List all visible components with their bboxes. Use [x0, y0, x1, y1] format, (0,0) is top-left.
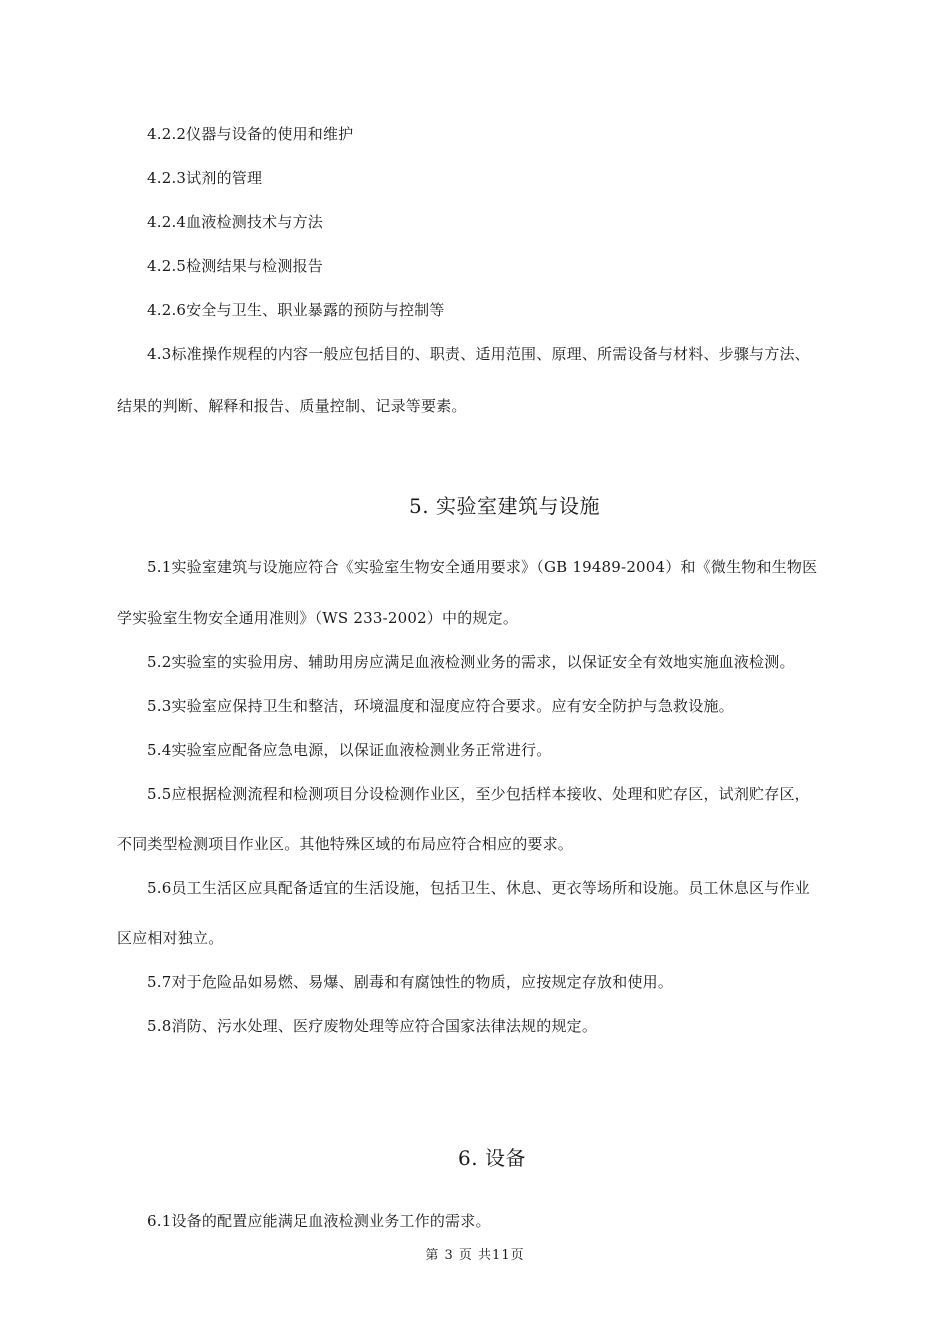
paragraph-4-3-line-1: 4.3标准操作规程的内容一般应包括目的、职责、适用范围、原理、所需设备与材料、步骤与方法、 [147, 345, 810, 363]
paragraph-5-5-line-1: 5.5应根据检测流程和检测项目分设检测作业区，至少包括样本接收、处理和贮存区，试剂贮存区， [147, 785, 810, 803]
paragraph-5-4: 5.4实验室应配备应急电源，以保证血液检测业务正常进行。 [147, 741, 552, 759]
paragraph-6-1: 6.1设备的配置应能满足血液检测业务工作的需求。 [147, 1212, 491, 1230]
paragraph-5-3: 5.3实验室应保持卫生和整洁，环境温度和湿度应符合要求。应有安全防护与急救设施。 [147, 697, 734, 715]
paragraph-5-8: 5.8消防、污水处理、医疗废物处理等应符合国家法律法规的规定。 [147, 1017, 598, 1035]
list-item-4-2-3: 4.2.3试剂的管理 [147, 169, 263, 187]
section-5-heading: 5. 实验室建筑与设施 [409, 494, 600, 518]
paragraph-5-6-line-2: 区应相对独立。 [117, 929, 224, 947]
paragraph-5-1-line-2: 学实验室生物安全通用准则》（WS 233-2002）中的规定。 [117, 609, 519, 627]
list-item-4-2-4: 4.2.4血液检测技术与方法 [147, 213, 323, 231]
paragraph-4-3-line-2: 结果的判断、解释和报告、质量控制、记录等要素。 [117, 397, 467, 415]
paragraph-5-5-line-2: 不同类型检测项目作业区。其他特殊区域的布局应符合相应的要求。 [117, 835, 574, 853]
paragraph-5-7: 5.7对于危险品如易燃、易爆、剧毒和有腐蚀性的物质，应按规定存放和使用。 [147, 973, 674, 991]
paragraph-5-1-line-1: 5.1实验室建筑与设施应符合《实验室生物安全通用要求》（GB 19489-2004）和《微生物和生物医 [147, 558, 818, 576]
list-item-4-2-6: 4.2.6安全与卫生、职业暴露的预防与控制等 [147, 301, 445, 319]
paragraph-5-2: 5.2实验室的实验用房、辅助用房应满足血液检测业务的需求，以保证安全有效地实施血液检测。 [147, 653, 795, 671]
section-6-heading: 6. 设备 [458, 1146, 526, 1170]
list-item-4-2-5: 4.2.5检测结果与检测报告 [147, 257, 323, 275]
list-item-4-2-2: 4.2.2仪器与设备的使用和维护 [147, 125, 354, 143]
page-number-footer: 第 3 页 共11页 [425, 1248, 525, 1263]
paragraph-5-6-line-1: 5.6员工生活区应具配备适宜的生活设施，包括卫生、休息、更衣等场所和设施。员工休息区与作业 [147, 879, 810, 897]
